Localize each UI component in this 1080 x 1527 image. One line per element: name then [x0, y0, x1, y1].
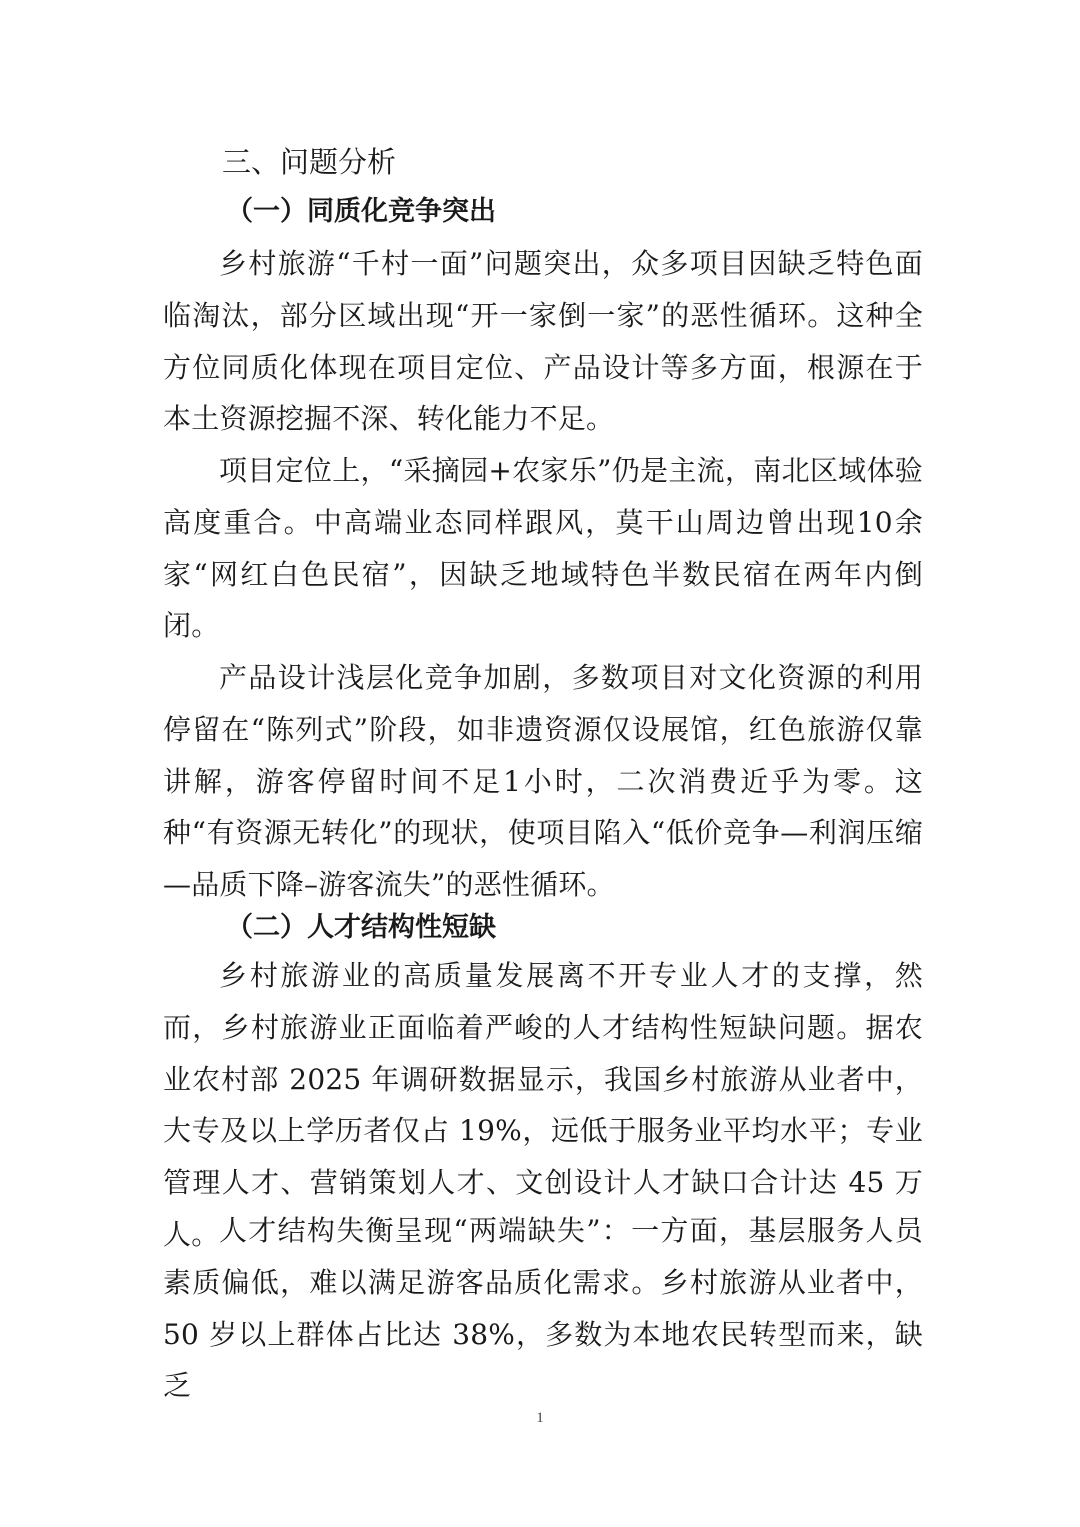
- subsection-title-2: （二）人才结构性短缺: [226, 912, 496, 943]
- paragraph-2-2: 人才结构失衡呈现“两端缺失”：一方面，基层服务人员素质偏低，难以满足游客品质化需求。乡村旅游从业者中，50 岁以上群体占比达 38%，多数为本地农民转型而来，缺乏: [163, 1214, 923, 1403]
- paragraph-1-1: 乡村旅游“千村一面”问题突出，众多项目因缺乏特色面临淘汰，部分区域出现“开一家倒一家”的恶性循环。这种全方位同质化体现在项目定位、产品设计等多方面，根源在于本土资源挖掘不深、转化能力不足。: [163, 247, 923, 436]
- paragraph-1-3: 产品设计浅层化竞争加剧，多数项目对文化资源的利用停留在“陈列式”阶段，如非遗资源仅设展馆，红色旅游仅靠讲解，游客停留时间不足1小时，二次消费近乎为零。这种“有资源无转化”的现状，使项目陷入“低价竞争—利润压缩—品质下降–游客流失”的恶性循环。: [163, 661, 923, 902]
- paragraph-1-2: 项目定位上，“采摘园+农家乐”仍是主流，南北区域体验高度重合。中高端业态同样跟风，莫干山周边曾出现10余家“网红白色民宿”，因缺乏地域特色半数民宿在两年内倒闭。: [163, 454, 923, 643]
- subsection-title-1: （一）同质化竞争突出: [226, 196, 496, 227]
- page-number: 1: [536, 1410, 544, 1426]
- paragraph-2-1: 乡村旅游业的高质量发展离不开专业人才的支撑，然而，乡村旅游业正面临着严峻的人才结构性短缺问题。据农业农村部 2025 年调研数据显示，我国乡村旅游从业者中，大专及以上学历者仅占 19%，远低于服务业平均水平；专业管理人才、营销策划人才、文创设计人才缺口合计达 45 万人。: [163, 959, 923, 1251]
- section-heading: 三、问题分析: [222, 145, 397, 179]
